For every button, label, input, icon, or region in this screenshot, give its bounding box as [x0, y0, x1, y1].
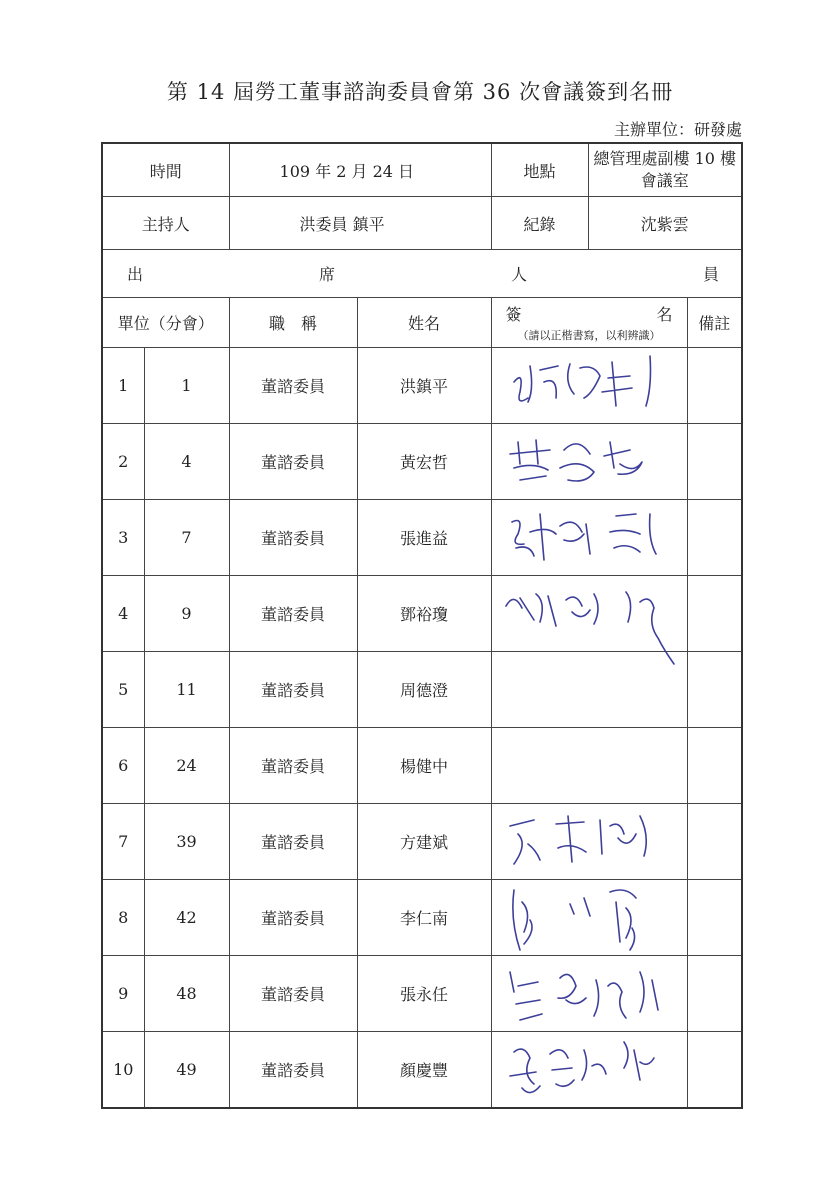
member-title: 董諮委員 [229, 500, 357, 576]
member-title: 董諮委員 [229, 804, 357, 880]
row-number: 8 [102, 880, 144, 956]
branch-number: 4 [144, 424, 229, 500]
col-unit: 單位（分會） [102, 298, 229, 348]
handwritten-signature [492, 956, 686, 1031]
recorder-cell [491, 197, 742, 250]
member-name: 方建斌 [357, 804, 491, 880]
remark-cell [687, 576, 742, 652]
organizer-label: 主辦單位：研發處 [613, 120, 742, 139]
member-name: 洪鎮平 [357, 348, 491, 424]
branch-number: 1 [144, 348, 229, 424]
table-row [102, 500, 742, 576]
handwritten-signature [492, 1032, 686, 1107]
remark-cell [687, 652, 742, 728]
attendance-char-2: 席 [319, 265, 336, 284]
remark-cell [687, 348, 742, 424]
signature-cell [491, 652, 687, 728]
col-title: 職 稱 [229, 298, 357, 348]
time-label: 時間 [102, 143, 229, 197]
table-row [102, 880, 742, 956]
attendance-header-row [102, 250, 742, 298]
member-name: 鄧裕瓊 [357, 576, 491, 652]
attendee-rows [102, 348, 742, 1108]
member-name: 周德澄 [357, 652, 491, 728]
handwritten-signature [492, 880, 686, 955]
row-number: 10 [102, 1032, 144, 1108]
recorder-label: 紀錄 [492, 197, 589, 249]
attendance-char-3: 人 [511, 265, 528, 284]
signature-cell [491, 576, 687, 652]
recorder-value: 沈紫雲 [640, 214, 689, 234]
col-remark: 備註 [687, 298, 742, 348]
remark-cell [687, 1032, 742, 1108]
signature-cell [491, 348, 687, 424]
row-number: 4 [102, 576, 144, 652]
col-signature-note: （請以正楷書寫，以利辨識） [517, 329, 661, 342]
branch-number: 48 [144, 956, 229, 1032]
remark-cell [687, 880, 742, 956]
member-title: 董諮委員 [229, 424, 357, 500]
attendance-char-1: 出 [127, 265, 144, 284]
row-number: 1 [102, 348, 144, 424]
remark-cell [687, 804, 742, 880]
member-title: 董諮委員 [229, 880, 357, 956]
sign-in-table [101, 142, 743, 1109]
table-row [102, 956, 742, 1032]
col-signature-right: 名 [656, 305, 673, 324]
table-row [102, 424, 742, 500]
signature-cell [491, 956, 687, 1032]
info-row-host [102, 197, 742, 250]
place-label: 地點 [492, 144, 589, 196]
table-row [102, 576, 742, 652]
handwritten-signature [492, 424, 686, 499]
remark-cell [687, 424, 742, 500]
member-title: 董諮委員 [229, 1032, 357, 1108]
member-name: 顏慶豐 [357, 1032, 491, 1108]
member-title: 董諮委員 [229, 652, 357, 728]
document-title: 第 14 屆勞工董事諮詢委員會第 36 次會議簽到名冊 [166, 80, 674, 104]
member-name: 張永任 [357, 956, 491, 1032]
signature-cell [491, 804, 687, 880]
time-value: 109 年 2 月 24 日 [229, 143, 491, 197]
row-number: 7 [102, 804, 144, 880]
member-title: 董諮委員 [229, 956, 357, 1032]
member-title: 董諮委員 [229, 728, 357, 804]
signature-cell [491, 424, 687, 500]
handwritten-signature [492, 804, 686, 879]
col-signature-left: 簽 [505, 305, 522, 324]
member-name: 李仁南 [357, 880, 491, 956]
member-title: 董諮委員 [229, 576, 357, 652]
row-number: 6 [102, 728, 144, 804]
branch-number: 7 [144, 500, 229, 576]
branch-number: 9 [144, 576, 229, 652]
attendance-char-4: 員 [703, 265, 720, 284]
signature-cell [491, 500, 687, 576]
table-row [102, 1032, 742, 1108]
member-name: 楊健中 [357, 728, 491, 804]
member-title: 董諮委員 [229, 348, 357, 424]
remark-cell [687, 956, 742, 1032]
branch-number: 39 [144, 804, 229, 880]
signature-cell [491, 880, 687, 956]
column-header-row [102, 298, 742, 348]
signature-cell [491, 728, 687, 804]
table-row [102, 728, 742, 804]
table-row [102, 348, 742, 424]
row-number: 5 [102, 652, 144, 728]
remark-cell [687, 728, 742, 804]
col-name: 姓名 [357, 298, 491, 348]
host-value: 洪委員 鎮平 [229, 197, 491, 250]
row-number: 2 [102, 424, 144, 500]
signature-cell [491, 1032, 687, 1108]
info-row-time [102, 143, 742, 197]
remark-cell [687, 500, 742, 576]
col-signature [491, 298, 687, 348]
branch-number: 11 [144, 652, 229, 728]
host-label: 主持人 [102, 197, 229, 250]
place-value-line1: 總管理處副樓 10 樓 [593, 149, 737, 168]
place-value-line2: 會議室 [640, 171, 689, 190]
branch-number: 24 [144, 728, 229, 804]
handwritten-signature [492, 348, 686, 423]
handwritten-signature [492, 576, 686, 651]
table-row [102, 652, 742, 728]
table-row [102, 804, 742, 880]
member-name: 張進益 [357, 500, 491, 576]
handwritten-signature [492, 500, 686, 575]
member-name: 黃宏哲 [357, 424, 491, 500]
branch-number: 42 [144, 880, 229, 956]
row-number: 9 [102, 956, 144, 1032]
branch-number: 49 [144, 1032, 229, 1108]
row-number: 3 [102, 500, 144, 576]
place-cell [491, 143, 742, 197]
